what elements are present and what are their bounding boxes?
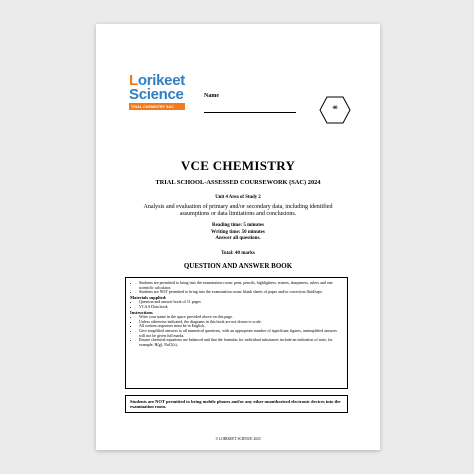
logo-wordmark-line2: Science [129,86,184,103]
task-description: Analysis and evaluation of primary and/or secondary data, including identified assumptions or data limitations and conclusions. [143,204,333,217]
list-item: • Give simplified answers to all numerical questions, with an appropriate number of significant figures; unsimplified answers will not be given full marks. [139,329,343,338]
writing-time: Writing time: 50 minutes [211,229,265,235]
list-item: • VCAA Data book [139,305,343,310]
answer-all-note: Answer all questions. [215,236,261,241]
permitted-list [130,281,343,295]
materials-heading: Materials supplied: [130,294,167,300]
total-marks: Total: 40 marks [221,251,255,256]
list-item: • Unless otherwise indicated, the diagrams in this book are not drawn to scale. [139,320,343,325]
instructions-list [130,315,343,347]
list-item: • Students are permitted to bring into the examination room: pens, pencils, highlighters, erasers, sharpeners, rulers and one scientific calculator. [139,281,343,290]
name-input-line[interactable] [204,112,296,113]
materials-list [130,300,343,309]
unit-label: Unit 4 Area of Study 2 [215,195,261,200]
total-marks-badge: 40 [332,106,338,111]
reading-time: Reading time: 5 minutes [211,223,265,228]
list-item: • All written responses must be in English. [139,324,343,329]
list-item: • Ensure chemical equations are balanced and that the formulas for individual substances include an indication of state, for example, H(g), NaCl(s). [139,338,343,347]
instructions-box [125,277,348,389]
timing-block [96,223,380,243]
list-item: • Students are NOT permitted to bring into the examination room: blank sheets of paper and/or correction fluid/tape. [139,290,343,295]
page-title: VCE CHEMISTRY [180,158,296,173]
lorikeet-science-logo [129,74,185,110]
list-item: • Question and answer book of 11 pages [139,300,343,305]
copyright-footer: © LORIKEET SCIENCE 2023 [215,437,261,441]
book-heading: QUESTION AND ANSWER BOOK [183,262,293,270]
logo-band: TRIAL CHEMISTRY SAC [129,103,185,110]
devices-warning-box: Students are NOT permitted to bring mobile phones and/or any other unauthorised electronic devices into the examination room. [125,395,348,413]
logo-wordmark-line1: Lorikeet [129,72,185,89]
list-item: • Write your name in the space provided above on this page. [139,315,343,320]
name-label: Name [204,93,219,99]
page-subtitle: TRIAL SCHOOL-ASSESSED COURSEWORK (SAC) 2024 [155,179,321,186]
exam-cover-page [96,24,380,450]
instructions-heading: Instructions [130,309,153,315]
